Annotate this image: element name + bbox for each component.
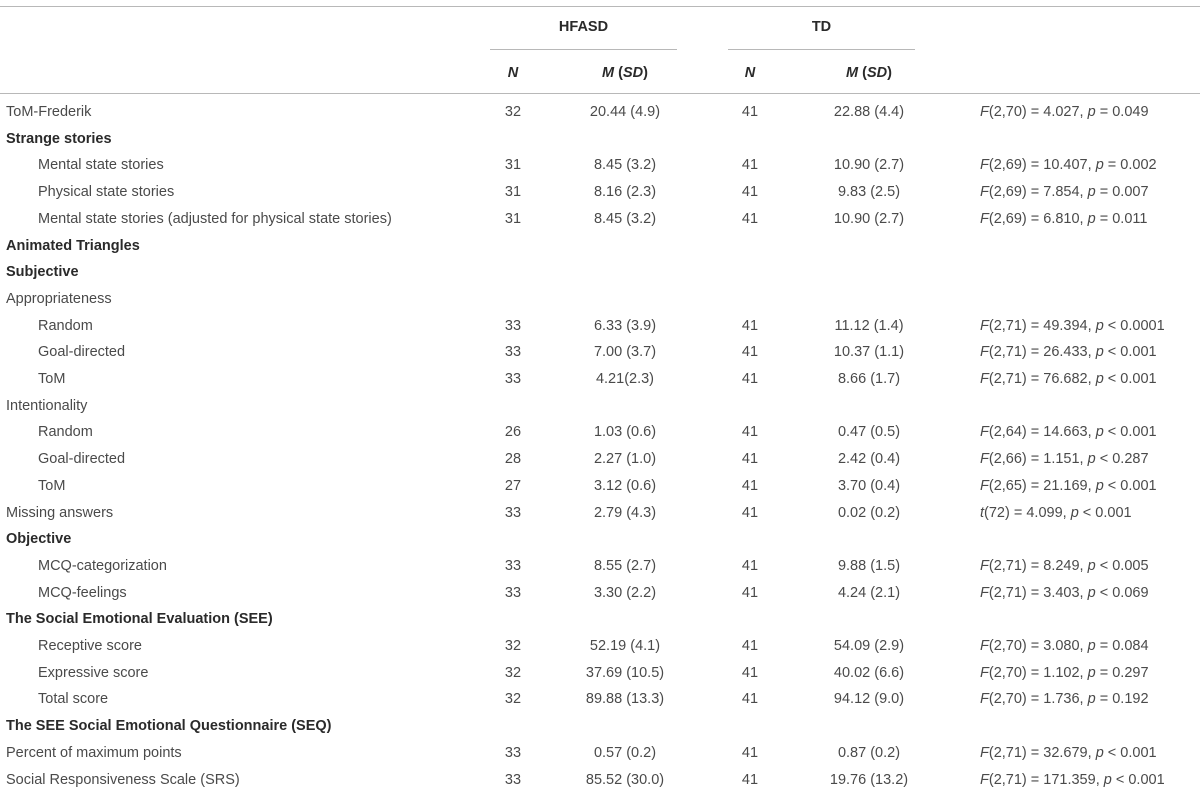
stat-df: (2,71) [988, 558, 1027, 574]
hfasd-mean-sd: 2.27 (1.0) [593, 451, 657, 467]
hfasd-mean-sd: 89.88 (13.3) [585, 691, 665, 707]
td-n: 41 [741, 184, 759, 200]
hfasd-mean-sd: 1.03 (0.6) [593, 424, 657, 440]
p-symbol: p [1103, 772, 1112, 788]
table-row [0, 156, 1200, 176]
stat-df: (2,69) [988, 211, 1027, 227]
stat-value: = 3.403, [1026, 585, 1088, 601]
hfasd-mean-sd: 85.52 (30.0) [585, 772, 665, 788]
sd-label: SD [866, 65, 888, 81]
hfasd-n: 33 [504, 558, 522, 574]
p-symbol: p [1087, 665, 1096, 681]
stat-df: (2,69) [988, 157, 1027, 173]
td-mean-sd: 11.12 (1.4) [834, 318, 904, 334]
p-value: = 0.011 [1095, 211, 1148, 227]
td-mean-sd: 10.90 (2.7) [833, 157, 905, 173]
stat-function: F [980, 585, 989, 601]
row-label: Missing answers [6, 505, 114, 521]
table-row [0, 637, 1200, 657]
stat-df: (2,71) [988, 585, 1027, 601]
header-td-msd: M (SD) [846, 65, 892, 81]
p-value: < 0.001 [1103, 478, 1157, 494]
stat-value: = 8.249, [1026, 558, 1088, 574]
stat-value: = 32.679, [1026, 745, 1096, 761]
test-statistic [980, 504, 1132, 522]
td-mean-sd: 22.88 (4.4) [833, 104, 905, 120]
p-symbol: p [1087, 104, 1096, 120]
row-label: Animated Triangles [6, 238, 140, 254]
p-value: < 0.287 [1095, 451, 1149, 467]
row-label: Goal-directed [38, 344, 126, 360]
hfasd-mean-sd: 8.45 (3.2) [593, 211, 657, 227]
test-statistic [980, 477, 1157, 495]
stat-function: F [980, 157, 989, 173]
hfasd-mean-sd: 52.19 (4.1) [589, 638, 661, 654]
td-mean-sd: 10.90 (2.7) [833, 211, 905, 227]
p-symbol: p [1087, 691, 1096, 707]
p-value: = 0.049 [1095, 104, 1149, 120]
test-statistic [980, 423, 1157, 441]
hfasd-mean-sd: 8.16 (2.3) [593, 184, 657, 200]
p-symbol: p [1095, 157, 1104, 173]
p-symbol: p [1087, 211, 1096, 227]
test-statistic [980, 637, 1149, 655]
td-n: 41 [741, 157, 759, 173]
p-symbol: p [1095, 371, 1104, 387]
td-n: 41 [741, 424, 759, 440]
p-symbol: p [1095, 424, 1104, 440]
td-n: 41 [741, 478, 759, 494]
p-symbol: p [1087, 558, 1096, 574]
row-label: ToM-Frederik [6, 104, 92, 120]
td-n: 41 [741, 371, 759, 387]
td-n: 41 [741, 638, 759, 654]
stat-function: F [980, 638, 989, 654]
td-mean-sd: 10.37 (1.1) [833, 344, 905, 360]
hfasd-n: 33 [504, 772, 522, 788]
p-value: < 0.069 [1095, 585, 1149, 601]
table-row [0, 690, 1200, 710]
td-mean-sd: 9.83 (2.5) [837, 184, 901, 200]
hfasd-n: 32 [504, 665, 522, 681]
row-label: Strange stories [6, 131, 112, 147]
header-td: TD [811, 19, 832, 35]
td-n: 41 [741, 505, 759, 521]
test-statistic [980, 183, 1149, 201]
td-n: 41 [741, 665, 759, 681]
td-n: 41 [741, 745, 759, 761]
table-row [0, 530, 1200, 550]
p-value: = 0.192 [1095, 691, 1149, 707]
test-statistic [980, 103, 1149, 121]
td-n: 41 [741, 211, 759, 227]
table-row [0, 450, 1200, 470]
hfasd-mean-sd: 20.44 (4.9) [589, 104, 661, 120]
td-mean-sd: 2.42 (0.4) [837, 451, 901, 467]
test-statistic [980, 343, 1157, 361]
stat-function: F [980, 451, 989, 467]
test-statistic [980, 771, 1165, 789]
p-value: < 0.001 [1103, 424, 1157, 440]
td-n: 41 [741, 558, 759, 574]
stat-value: = 26.433, [1026, 344, 1096, 360]
stat-df: (72) [984, 505, 1010, 521]
test-statistic [980, 664, 1149, 682]
hfasd-n: 33 [504, 318, 522, 334]
test-statistic [980, 690, 1149, 708]
stat-value: = 7.854, [1026, 184, 1088, 200]
table-row [0, 610, 1200, 630]
row-label: MCQ-categorization [38, 558, 167, 574]
top-rule [0, 6, 1200, 7]
header-rule [0, 93, 1200, 94]
stat-df: (2,70) [988, 104, 1027, 120]
p-value: < 0.001 [1111, 772, 1165, 788]
table-row [0, 423, 1200, 443]
test-statistic [980, 210, 1147, 228]
stat-value: = 10.407, [1026, 157, 1096, 173]
test-statistic [980, 744, 1157, 762]
td-mean-sd: 94.12 (9.0) [833, 691, 905, 707]
stat-df: (2,71) [988, 318, 1027, 334]
td-mean-sd: 8.66 (1.7) [837, 371, 901, 387]
header-hfasd-n: N [507, 65, 519, 81]
table-row [0, 370, 1200, 390]
row-label: Intentionality [6, 398, 88, 414]
hfasd-underline [490, 49, 677, 50]
stat-function: F [980, 558, 989, 574]
hfasd-mean-sd: 8.55 (2.7) [593, 558, 657, 574]
stat-function: F [980, 665, 989, 681]
stat-value: = 171.359, [1026, 772, 1104, 788]
hfasd-mean-sd: 7.00 (3.7) [593, 344, 657, 360]
test-statistic [980, 584, 1149, 602]
table-row [0, 717, 1200, 737]
td-n: 41 [741, 318, 759, 334]
td-underline [728, 49, 915, 50]
p-value: < 0.001 [1103, 745, 1157, 761]
row-label: Goal-directed [38, 451, 126, 467]
p-symbol: p [1095, 745, 1104, 761]
hfasd-mean-sd: 3.12 (0.6) [593, 478, 657, 494]
hfasd-n: 26 [504, 424, 522, 440]
sd-label: SD [622, 65, 644, 81]
p-value: = 0.002 [1103, 157, 1157, 173]
hfasd-mean-sd: 37.69 (10.5) [585, 665, 665, 681]
p-value: = 0.007 [1095, 184, 1149, 200]
stat-function: F [980, 211, 989, 227]
hfasd-n: 27 [504, 478, 522, 494]
hfasd-n: 33 [504, 371, 522, 387]
stat-df: (2,70) [988, 691, 1027, 707]
p-value: < 0.001 [1103, 344, 1157, 360]
stat-value: = 4.099, [1009, 505, 1071, 521]
p-symbol: p [1070, 505, 1079, 521]
stat-function: F [980, 318, 989, 334]
hfasd-mean-sd: 6.33 (3.9) [593, 318, 657, 334]
hfasd-mean-sd: 3.30 (2.2) [593, 585, 657, 601]
stat-df: (2,66) [988, 451, 1027, 467]
test-statistic [980, 557, 1149, 575]
stat-value: = 21.169, [1026, 478, 1096, 494]
td-n: 41 [741, 344, 759, 360]
hfasd-mean-sd: 0.57 (0.2) [593, 745, 657, 761]
p-value: < 0.001 [1078, 505, 1132, 521]
hfasd-mean-sd: 2.79 (4.3) [593, 505, 657, 521]
td-mean-sd: 4.24 (2.1) [837, 585, 901, 601]
p-value: = 0.084 [1095, 638, 1149, 654]
header-hfasd: HFASD [558, 19, 609, 35]
stat-value: = 14.663, [1026, 424, 1096, 440]
row-label: Physical state stories [38, 184, 175, 200]
table-row [0, 504, 1200, 524]
row-label: The SEE Social Emotional Questionnaire (SEQ) [6, 718, 332, 734]
hfasd-n: 33 [504, 745, 522, 761]
row-label: Mental state stories [38, 157, 164, 173]
hfasd-mean-sd: 4.21(2.3) [595, 371, 655, 387]
td-mean-sd: 0.47 (0.5) [837, 424, 901, 440]
hfasd-n: 33 [504, 505, 522, 521]
table-row [0, 343, 1200, 363]
row-label: Appropriateness [6, 291, 112, 307]
test-statistic [980, 156, 1157, 174]
m-label: M [602, 65, 615, 81]
table-row [0, 477, 1200, 497]
p-value: = 0.297 [1095, 665, 1149, 681]
td-mean-sd: 40.02 (6.6) [833, 665, 905, 681]
header-hfasd-msd: M (SD) [602, 65, 648, 81]
stat-df: (2,70) [988, 665, 1027, 681]
row-label: The Social Emotional Evaluation (SEE) [6, 611, 273, 627]
table-row [0, 317, 1200, 337]
table-row [0, 263, 1200, 283]
table-row [0, 397, 1200, 417]
row-label: Objective [6, 531, 72, 547]
p-value: < 0.0001 [1103, 318, 1165, 334]
stat-value: = 4.027, [1026, 104, 1088, 120]
hfasd-n: 31 [504, 184, 522, 200]
row-label: MCQ-feelings [38, 585, 127, 601]
stat-function: F [980, 371, 989, 387]
td-n: 41 [741, 585, 759, 601]
stat-function: F [980, 772, 989, 788]
test-statistic [980, 370, 1157, 388]
row-label: Percent of maximum points [6, 745, 182, 761]
p-value: < 0.005 [1095, 558, 1149, 574]
row-label: ToM [38, 478, 66, 494]
td-n: 41 [741, 104, 759, 120]
td-n: 41 [741, 772, 759, 788]
hfasd-n: 31 [504, 211, 522, 227]
hfasd-n: 31 [504, 157, 522, 173]
td-n: 41 [741, 691, 759, 707]
row-label: Random [38, 318, 93, 334]
table-row [0, 744, 1200, 764]
table-row [0, 584, 1200, 604]
p-symbol: p [1095, 318, 1104, 334]
stat-function: t [980, 505, 985, 521]
table-row [0, 103, 1200, 123]
td-mean-sd: 9.88 (1.5) [837, 558, 901, 574]
stat-value: = 1.736, [1026, 691, 1088, 707]
test-statistic [980, 317, 1165, 335]
td-mean-sd: 0.02 (0.2) [837, 505, 901, 521]
hfasd-n: 33 [504, 344, 522, 360]
stat-df: (2,71) [988, 371, 1027, 387]
td-mean-sd: 19.76 (13.2) [829, 772, 909, 788]
td-n: 41 [741, 451, 759, 467]
p-value: < 0.001 [1103, 371, 1157, 387]
hfasd-n: 33 [504, 585, 522, 601]
stat-df: (2,65) [988, 478, 1027, 494]
p-symbol: p [1087, 451, 1096, 467]
stat-function: F [980, 424, 989, 440]
p-symbol: p [1087, 184, 1096, 200]
m-label: M [846, 65, 859, 81]
table-row [0, 664, 1200, 684]
row-label: Mental state stories (adjusted for physical state stories) [38, 211, 392, 227]
stat-function: F [980, 478, 989, 494]
row-label: Subjective [6, 264, 79, 280]
stat-function: F [980, 184, 989, 200]
hfasd-n: 32 [504, 104, 522, 120]
row-label: Total score [38, 691, 109, 707]
td-mean-sd: 0.87 (0.2) [837, 745, 901, 761]
stat-value: = 6.810, [1026, 211, 1088, 227]
table-row [0, 557, 1200, 577]
stat-df: (2,64) [988, 424, 1027, 440]
stat-value: = 1.102, [1026, 665, 1088, 681]
p-symbol: p [1087, 638, 1096, 654]
stat-df: (2,71) [988, 344, 1027, 360]
p-symbol: p [1087, 585, 1096, 601]
row-label: Expressive score [38, 665, 149, 681]
hfasd-mean-sd: 8.45 (3.2) [593, 157, 657, 173]
hfasd-n: 32 [504, 638, 522, 654]
stat-value: = 76.682, [1026, 371, 1096, 387]
stat-function: F [980, 745, 989, 761]
td-mean-sd: 3.70 (0.4) [837, 478, 901, 494]
stat-df: (2,70) [988, 638, 1027, 654]
stat-value: = 3.080, [1026, 638, 1088, 654]
test-statistic [980, 450, 1149, 468]
table-row [0, 771, 1200, 791]
p-symbol: p [1095, 478, 1104, 494]
stat-df: (2,71) [988, 772, 1027, 788]
row-label: ToM [38, 371, 66, 387]
row-label: Receptive score [38, 638, 142, 654]
stat-df: (2,71) [988, 745, 1027, 761]
row-label: Random [38, 424, 93, 440]
hfasd-n: 28 [504, 451, 522, 467]
table-row [0, 130, 1200, 150]
header-td-n: N [744, 65, 756, 81]
stat-function: F [980, 104, 989, 120]
stat-function: F [980, 344, 989, 360]
row-label: Social Responsiveness Scale (SRS) [6, 772, 240, 788]
table-row [0, 237, 1200, 257]
stat-df: (2,69) [988, 184, 1027, 200]
stat-value: = 49.394, [1026, 318, 1096, 334]
hfasd-n: 32 [504, 691, 522, 707]
table-row [0, 183, 1200, 203]
stat-function: F [980, 691, 989, 707]
td-mean-sd: 54.09 (2.9) [833, 638, 905, 654]
table-row [0, 290, 1200, 310]
p-symbol: p [1095, 344, 1104, 360]
stat-value: = 1.151, [1026, 451, 1088, 467]
table-row [0, 210, 1200, 230]
